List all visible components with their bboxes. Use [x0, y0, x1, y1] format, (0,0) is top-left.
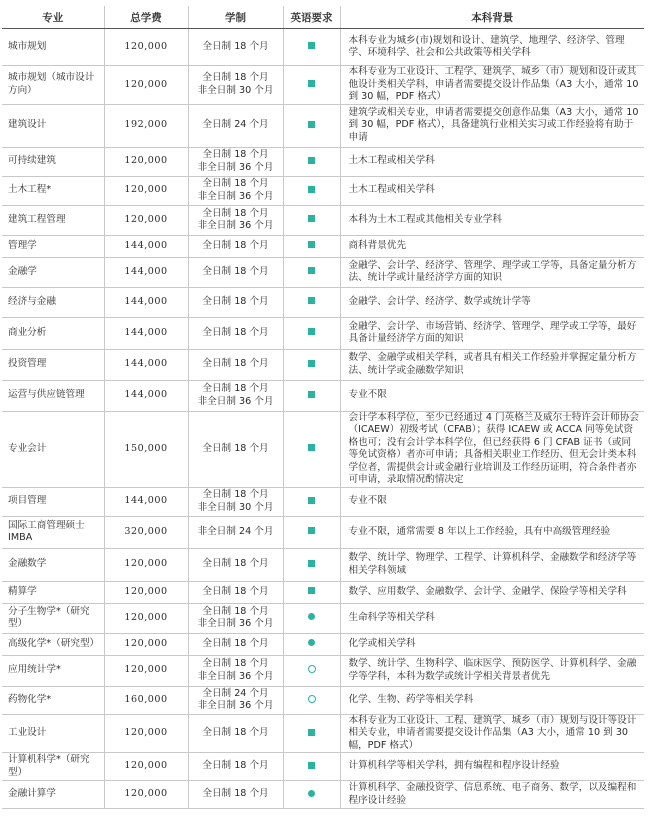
undergrad-background: 专业不限，通常需要 8 年以上工作经验，具有中高级管理经验	[340, 516, 644, 548]
header-english: 英语要求	[283, 6, 340, 29]
undergrad-background: 本科专业为工业设计、工程、建筑学、城乡（市）规划与设计等设计相关专业，申请者需要提交设计作品集（A3 大小，通常 10 到 30 幅，PDF 格式）	[340, 714, 644, 753]
undergrad-background: 化学、生物、药学等相关学科	[340, 686, 644, 714]
major-name: 药物化学*	[2, 686, 104, 714]
duration-line: 全日制 18 个月	[202, 760, 269, 772]
duration-line: 全日制 18 个月	[202, 358, 269, 370]
english-requirement	[283, 257, 340, 287]
english-requirement	[283, 516, 340, 548]
tuition-fee: 120,000	[104, 714, 188, 753]
tuition-fee: 144,000	[104, 235, 188, 257]
english-requirement	[283, 66, 340, 105]
duration-line: 非全日制 36 个月	[197, 395, 274, 407]
duration-line: 全日制 18 个月	[202, 605, 269, 617]
duration-line: 非全日制 36 个月	[197, 220, 274, 231]
square-icon	[308, 560, 315, 567]
major-name: 管理学	[2, 235, 104, 257]
duration-line: 非全日制 24 个月	[197, 525, 274, 537]
duration-cell	[188, 104, 283, 147]
english-requirement	[283, 603, 340, 633]
major-name: 专业会计	[2, 411, 104, 487]
tuition-fee: 144,000	[104, 380, 188, 411]
dot-icon	[308, 639, 315, 646]
duration-line: 全日制 18 个月	[202, 295, 269, 307]
duration-line: 全日制 18 个月	[202, 40, 269, 52]
major-name: 国际工商管理硕士 IMBA	[2, 516, 104, 548]
english-requirement	[283, 349, 340, 380]
undergrad-background: 金融学、会计学、市场营销、经济学、管理学、理学或工学等，最好具备计量经济学方面的知识	[340, 317, 644, 349]
table-row	[2, 205, 644, 235]
major-name: 分子生物学*（研究型）	[2, 603, 104, 633]
english-requirement	[283, 581, 340, 603]
major-name: 金融学	[2, 257, 104, 287]
duration-line: 全日制 18 个月	[202, 383, 269, 394]
tuition-fee: 144,000	[104, 317, 188, 349]
header-duration: 学制	[188, 6, 283, 29]
undergrad-background: 数学、统计学、生物科学、临床医学、预防医学、计算机科学、金融学等学科，本科为数学或统计学相关背景者优先	[340, 655, 644, 686]
duration-cell	[188, 655, 283, 686]
english-requirement	[283, 235, 340, 257]
table-row	[2, 380, 644, 411]
english-requirement	[283, 29, 340, 66]
ring-icon	[308, 695, 316, 703]
major-name: 土木工程*	[2, 176, 104, 205]
square-icon	[308, 729, 315, 736]
duration-cell	[188, 487, 283, 516]
major-name: 可持续建筑	[2, 147, 104, 176]
duration-line: 全日制 18 个月	[202, 178, 269, 189]
tuition-fee: 150,000	[104, 411, 188, 487]
table-row	[2, 781, 644, 809]
duration-cell	[188, 176, 283, 205]
square-icon	[308, 527, 315, 534]
square-icon	[308, 497, 315, 504]
square-icon	[308, 360, 315, 367]
major-name: 投资管理	[2, 349, 104, 380]
english-requirement	[283, 287, 340, 317]
tuition-fee: 320,000	[104, 516, 188, 548]
undergrad-background: 数学、金融学或相关学科，或者具有相关工作经验并掌握定量分析方法、统计学或金融数学知识	[340, 349, 644, 380]
undergrad-background: 生命科学等相关学科	[340, 603, 644, 633]
duration-cell	[188, 29, 283, 66]
duration-cell	[188, 147, 283, 176]
table-row	[2, 655, 644, 686]
table-row	[2, 235, 644, 257]
duration-cell	[188, 66, 283, 105]
major-name: 项目管理	[2, 487, 104, 516]
english-requirement	[283, 781, 340, 809]
english-requirement	[283, 104, 340, 147]
english-requirement	[283, 633, 340, 655]
tuition-fee: 120,000	[104, 205, 188, 235]
table-row	[2, 66, 644, 105]
dot-icon	[308, 613, 315, 620]
table-row	[2, 147, 644, 176]
tuition-fee: 120,000	[104, 753, 188, 781]
english-requirement	[283, 317, 340, 349]
duration-cell	[188, 714, 283, 753]
undergrad-background: 数学、统计学、物理学、工程学、计算机科学、金融数学和经济学等相关学科领域	[340, 548, 644, 581]
tuition-fee: 120,000	[104, 603, 188, 633]
duration-line: 全日制 18 个月	[202, 72, 269, 84]
major-name: 计算机科学*（研究型）	[2, 753, 104, 781]
duration-line: 全日制 24 个月	[202, 687, 269, 699]
duration-cell	[188, 257, 283, 287]
tuition-fee: 120,000	[104, 176, 188, 205]
undergrad-background: 数学、应用数学、金融数学、会计学、金融学、保险学等相关学科	[340, 581, 644, 603]
table-row	[2, 317, 644, 349]
major-name: 城市规划	[2, 29, 104, 66]
tuition-fee: 120,000	[104, 147, 188, 176]
square-icon	[308, 391, 315, 398]
duration-line: 非全日制 36 个月	[197, 618, 274, 629]
english-requirement	[283, 411, 340, 487]
table-row	[2, 411, 644, 487]
major-name: 运营与供应链管理	[2, 380, 104, 411]
undergrad-background: 化学或相关学科	[340, 633, 644, 655]
table-row	[2, 176, 644, 205]
duration-line: 全日制 18 个月	[202, 149, 269, 160]
english-requirement	[283, 176, 340, 205]
english-requirement	[283, 548, 340, 581]
square-icon	[308, 80, 315, 87]
major-name: 城市规划（城市设计方向）	[2, 66, 104, 105]
duration-line: 全日制 18 个月	[202, 239, 269, 251]
square-icon	[308, 328, 315, 335]
table-body	[2, 29, 644, 809]
undergrad-background: 商科背景优先	[340, 235, 644, 257]
major-name: 金融计算学	[2, 781, 104, 809]
duration-line: 全日制 24 个月	[202, 119, 269, 131]
tuition-fee: 120,000	[104, 581, 188, 603]
tuition-fee: 120,000	[104, 66, 188, 105]
duration-cell	[188, 411, 283, 487]
table-row	[2, 487, 644, 516]
square-icon	[308, 241, 315, 248]
duration-line: 非全日制 30 个月	[197, 501, 274, 513]
duration-line: 全日制 18 个月	[202, 558, 269, 570]
duration-cell	[188, 235, 283, 257]
major-name: 高级化学*（研究型）	[2, 633, 104, 655]
tuition-fee: 144,000	[104, 257, 188, 287]
undergrad-background: 金融学、会计学、经济学、数学或统计学等	[340, 287, 644, 317]
duration-cell	[188, 380, 283, 411]
tuition-fee: 120,000	[104, 655, 188, 686]
undergrad-background: 专业不限	[340, 487, 644, 516]
duration-cell	[188, 287, 283, 317]
table-row	[2, 516, 644, 548]
table-row	[2, 548, 644, 581]
major-name: 建筑工程管理	[2, 205, 104, 235]
tuition-fee: 120,000	[104, 633, 188, 655]
table-row	[2, 257, 644, 287]
duration-cell	[188, 581, 283, 603]
tuition-fee: 144,000	[104, 287, 188, 317]
duration-line: 全日制 18 个月	[202, 265, 269, 277]
duration-line: 非全日制 30 个月	[197, 84, 274, 96]
duration-line: 全日制 18 个月	[202, 326, 269, 338]
table-row	[2, 581, 644, 603]
english-requirement	[283, 686, 340, 714]
duration-cell	[188, 633, 283, 655]
duration-cell	[188, 349, 283, 380]
major-name: 商业分析	[2, 317, 104, 349]
english-requirement	[283, 380, 340, 411]
duration-cell	[188, 548, 283, 581]
english-requirement	[283, 205, 340, 235]
table-row	[2, 349, 644, 380]
square-icon	[308, 762, 315, 769]
duration-line: 非全日制 36 个月	[197, 700, 274, 711]
tuition-fee: 120,000	[104, 781, 188, 809]
tuition-fee: 120,000	[104, 29, 188, 66]
duration-cell	[188, 205, 283, 235]
undergrad-background: 建筑学或相关专业，申请者需要提交创意作品集（A3 大小，通常 10 到 30 幅，PDF 格式），具备建筑行业相关实习或工作经验将有助于申请	[340, 104, 644, 147]
major-name: 应用统计学*	[2, 655, 104, 686]
square-icon	[308, 444, 315, 451]
major-name: 经济与金融	[2, 287, 104, 317]
square-icon	[308, 42, 315, 49]
program-table	[2, 6, 644, 809]
duration-line: 全日制 18 个月	[202, 788, 269, 800]
english-requirement	[283, 714, 340, 753]
duration-cell	[188, 753, 283, 781]
table-row	[2, 686, 644, 714]
header-background: 本科背景	[340, 6, 644, 29]
duration-cell	[188, 603, 283, 633]
duration-line: 非全日制 36 个月	[197, 161, 274, 173]
tuition-fee: 144,000	[104, 349, 188, 380]
undergrad-background: 土木工程或相关学科	[340, 147, 644, 176]
duration-line: 全日制 18 个月	[202, 442, 269, 454]
table-row	[2, 603, 644, 633]
duration-cell	[188, 686, 283, 714]
table-row	[2, 104, 644, 147]
square-icon	[308, 157, 315, 164]
square-icon	[308, 587, 315, 594]
duration-cell	[188, 516, 283, 548]
duration-line: 全日制 18 个月	[202, 637, 269, 649]
duration-line: 全日制 18 个月	[202, 727, 269, 738]
duration-line: 非全日制 36 个月	[197, 670, 274, 682]
undergrad-background: 计算机科学、金融投资学、信息系统、电子商务、数学，以及编程和程序设计经验	[340, 781, 644, 809]
duration-cell	[188, 781, 283, 809]
table-row	[2, 633, 644, 655]
undergrad-background: 本科专业为工业设计、工程学、建筑学、城乡（市）规划和设计或其他设计类相关学科，申请者需要提交设计作品集（A3 大小，通常 10 到 30 幅，PDF 格式）	[340, 66, 644, 105]
undergrad-background: 金融学、会计学、经济学、管理学、理学或工学等，具备定量分析方法、统计学或计量经济学方面的知识	[340, 257, 644, 287]
duration-line: 全日制 18 个月	[202, 658, 269, 669]
dot-icon	[308, 790, 315, 797]
english-requirement	[283, 487, 340, 516]
table-row	[2, 714, 644, 753]
duration-line: 非全日制 36 个月	[197, 190, 274, 202]
square-icon	[308, 121, 315, 128]
undergrad-background: 专业不限	[340, 380, 644, 411]
square-icon	[308, 297, 315, 304]
english-requirement	[283, 147, 340, 176]
undergrad-background: 土木工程或相关学科	[340, 176, 644, 205]
duration-line: 全日制 18 个月	[202, 585, 269, 597]
square-icon	[308, 186, 315, 193]
undergrad-background: 本科为土木工程或其他相关专业学科	[340, 205, 644, 235]
tuition-fee: 120,000	[104, 548, 188, 581]
table-header-row	[2, 6, 644, 29]
tuition-fee: 192,000	[104, 104, 188, 147]
english-requirement	[283, 655, 340, 686]
tuition-fee: 160,000	[104, 686, 188, 714]
header-fee: 总学费	[104, 6, 188, 29]
table-row	[2, 287, 644, 317]
major-name: 精算学	[2, 581, 104, 603]
square-icon	[308, 215, 315, 222]
header-major: 专业	[2, 6, 104, 29]
undergrad-background: 会计学本科学位，至少已经通过 4 门英格兰及威尔士特许会计师协会（ICAEW）初级考试（CFAB）；获得 ICAEW 或 ACCA 同等免试资格也可；没有会计学本科学位，但已经获得 6 门 CFAB 证书（或同等免试资格）者亦可申请；具备相关职业工作经历、但无会计类本科学位者，需提供会计或金融行业培训及工作经历证明，符合条件者亦可申请，录取情况酌情决定	[340, 411, 644, 487]
major-name: 金融数学	[2, 548, 104, 581]
duration-cell	[188, 317, 283, 349]
table-row	[2, 753, 644, 781]
square-icon	[308, 267, 315, 274]
major-name: 建筑设计	[2, 104, 104, 147]
major-name: 工业设计	[2, 714, 104, 753]
ring-icon	[308, 665, 316, 673]
duration-line: 全日制 18 个月	[202, 207, 269, 219]
table-row	[2, 29, 644, 66]
tuition-fee: 144,000	[104, 487, 188, 516]
undergrad-background: 本科专业为城乡(市)规划和设计、建筑学、地理学、经济学、管理学、环境科学、社会和公共政策等相关学科	[340, 29, 644, 66]
english-requirement	[283, 753, 340, 781]
undergrad-background: 计算机科学等相关学科，拥有编程和程序设计经验	[340, 753, 644, 781]
duration-line: 全日制 18 个月	[202, 489, 269, 500]
